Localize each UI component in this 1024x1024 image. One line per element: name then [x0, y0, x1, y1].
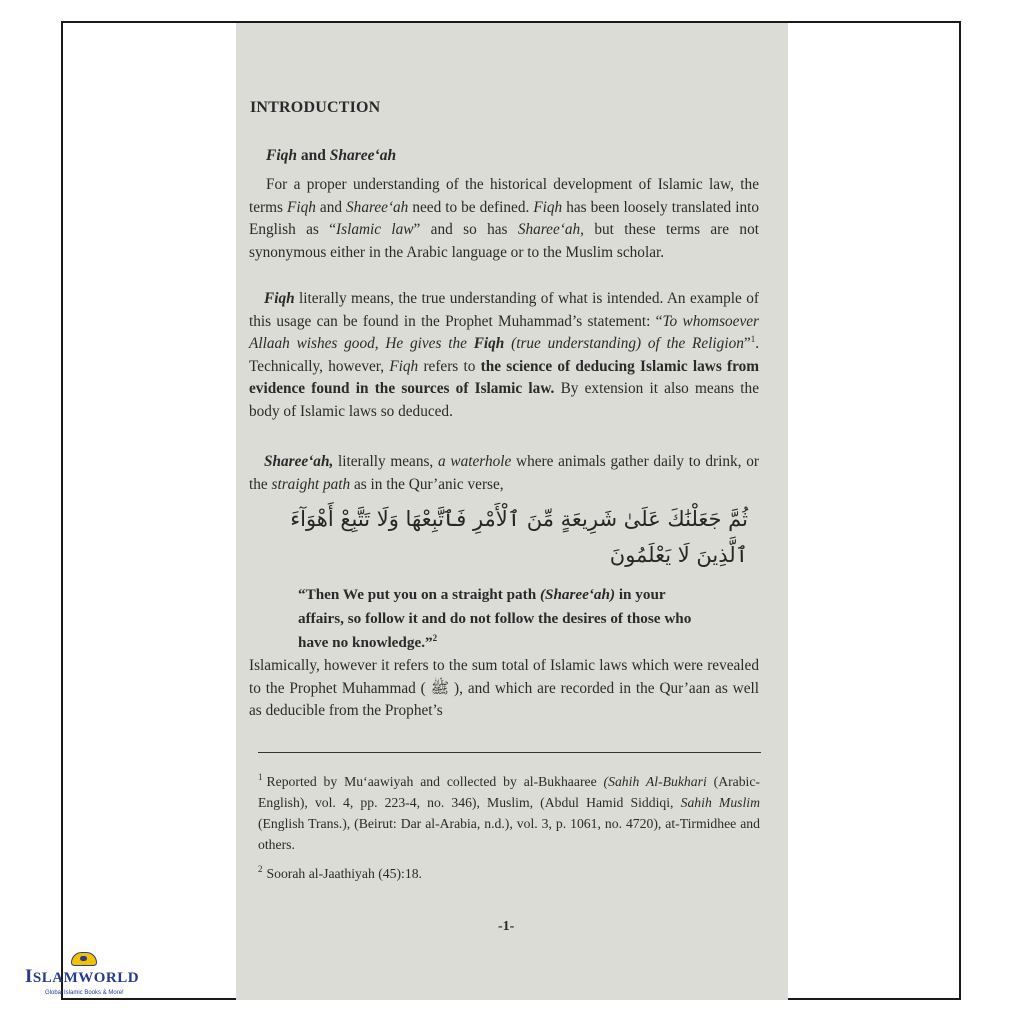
text: ” and so has [413, 221, 518, 238]
text: ” [743, 335, 751, 352]
logo-letters: RLD [105, 970, 140, 986]
term: Sharee‘ah, [264, 453, 334, 470]
term: straight path [271, 475, 351, 493]
text: By extension it also means the body of Islamic laws so deduced. [249, 380, 759, 420]
text: refers to [418, 357, 481, 375]
term: (Sharee‘ah) [539, 586, 616, 603]
text: but these terms are not synonymous either in the Arabic language or to the Muslim scholar. [249, 221, 759, 261]
logo-emblem-icon [71, 952, 97, 966]
footnote-2 [258, 863, 760, 884]
term: Sharee‘ah, [517, 221, 584, 238]
logo-letter-o: O [93, 970, 106, 986]
hadith-quote: (true understanding) of the Religion [504, 335, 744, 352]
term: Fiqh [264, 290, 295, 307]
footnote-1 [258, 771, 760, 855]
term: a waterhole [437, 453, 512, 470]
text: where animals gather daily to drink, or the [249, 453, 759, 493]
text: as in the Qur’anic verse, [350, 475, 504, 493]
chapter-heading: INTRODUCTION [250, 99, 381, 116]
text: For a proper understanding of the historical development of Islamic law, the terms [249, 176, 759, 216]
book-title: Sahih Muslim [680, 795, 760, 810]
logo-letters: SLAMW [32, 970, 94, 986]
footnote-number: 2 [258, 864, 263, 875]
paragraph-1 [249, 174, 759, 264]
text: has been loosely translated into English as “ [249, 198, 759, 238]
logo-letter: I [25, 966, 33, 987]
text: (English Trans.), (Beirut: Dar al-Arabia, n.d.), vol. 3, p. 1061, no. 4720), at-Tirmidhee and others. [258, 816, 760, 852]
text: ), and which are recorded in the Qur’aan as well as deducible from the Prophet’s [249, 679, 760, 719]
text: Islamically, however it refers to the sum total of Islamic laws which were revealed to the Prophet Muhammad ( [249, 657, 759, 697]
logo-tagline: Global Islamic Books & More! [45, 990, 124, 996]
footnote-ref-1: 1 [750, 333, 756, 344]
book-title: (Sahih Al-Bukhari [603, 774, 707, 789]
subheading-term-shareeah: Sharee‘ah [329, 147, 397, 164]
text: literally means, [333, 453, 438, 470]
text: in your affairs, so follow it and do not follow the desires of those who have no knowledge.” [298, 586, 692, 651]
definition-bold: the science of deducing Islamic laws from evidence found in the sources of Islamic law. [249, 357, 759, 397]
hadith-quote: To whomsoever Allaah wishes good, He gives the [249, 312, 759, 352]
term: Fiqh [473, 335, 505, 352]
footnote-divider [258, 752, 761, 753]
page-number: -1- [498, 919, 515, 934]
text: need to be defined. [408, 198, 534, 216]
text: “Then We put you on a straight path [298, 586, 540, 603]
paragraph-4 [249, 655, 759, 723]
salawat-glyph: ﷺ [430, 679, 450, 697]
term: Islamic law [336, 221, 414, 238]
paragraph-3 [249, 451, 759, 496]
text: . Technically, however, [249, 335, 760, 375]
islamworld-logo [25, 952, 155, 1002]
paragraph-2 [249, 288, 759, 423]
text: literally means, the true understanding of what is intended. An example of this usage can be found in the Prophet Muhammad’s statement: “ [249, 290, 759, 330]
subheading-and: and [297, 147, 330, 164]
term: Fiqh [287, 198, 316, 216]
term: Sharee‘ah [346, 198, 409, 216]
term: Fiqh [389, 357, 419, 375]
arabic-verse: ثُمَّ جَعَلْنَٰكَ عَلَىٰ شَرِيعَةٍ مِّنَ ٱلْأَمْرِ فَٱتَّبِعْهَا وَلَا تَتَّبِعْ أَهْوَآءَ ٱلَّذِينَ لَا يَعْلَمُونَ [290, 507, 748, 567]
text: (Arabic-English), vol. 4, pp. 223-4, no. 346), Muslim, (Abdul Hamid Siddiqi, [258, 774, 760, 810]
text: and [315, 198, 347, 216]
section-heading [266, 147, 396, 165]
verse-translation [298, 583, 710, 655]
text: Reported by Mu‘aawiyah and collected by al-Bukhaaree [266, 774, 604, 789]
footnote-number: 1 [258, 772, 263, 783]
term: Fiqh [533, 198, 563, 216]
subheading-term-fiqh: Fiqh [266, 147, 298, 164]
book-page [236, 23, 788, 1000]
logo-wordmark [25, 966, 139, 988]
text: Soorah al-Jaathiyah (45):18. [266, 866, 422, 881]
footnote-ref-2: 2 [432, 632, 438, 643]
